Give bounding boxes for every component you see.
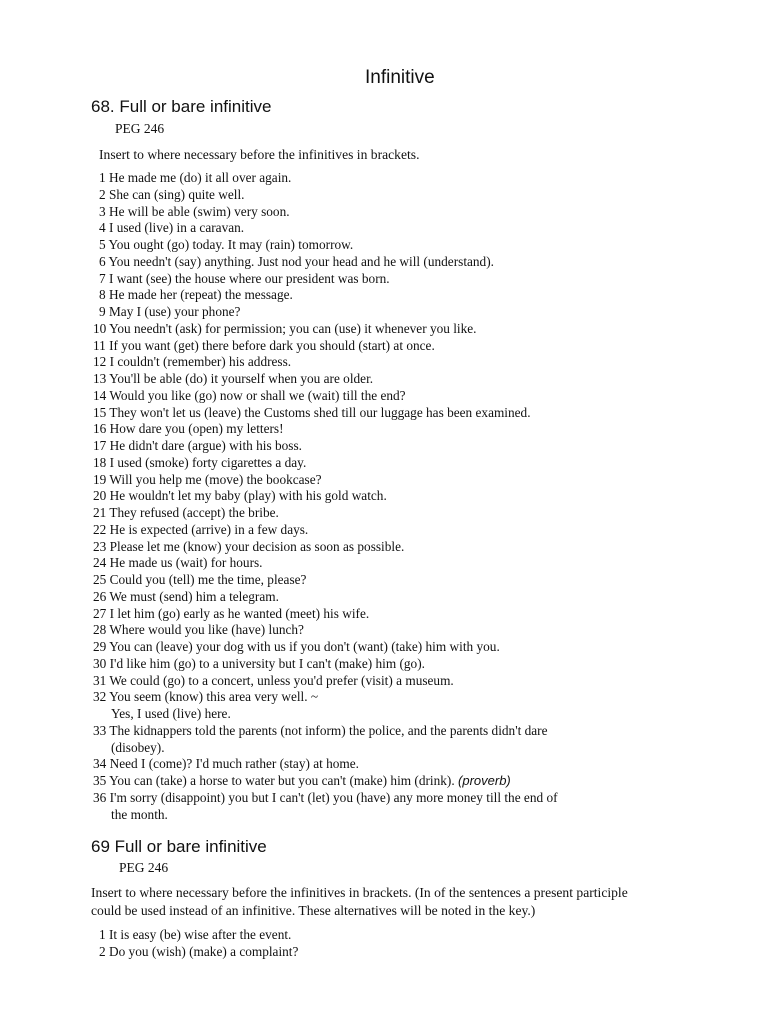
exercise-item: 7 I want (see) the house where our president was born. <box>99 270 390 286</box>
exercise-item: 24 He made us (wait) for hours. <box>93 555 263 571</box>
section-68-exercise-list <box>93 170 558 823</box>
exercise-item: 25 Could you (tell) me the time, please? <box>93 572 307 587</box>
exercise-item: 9 May I (use) your phone? <box>99 304 241 319</box>
exercise-item-text: 35 You can (take) a horse to water but you can't (make) him (drink). <box>93 773 455 788</box>
exercise-item: 22 He is expected (arrive) in a few days. <box>93 521 309 537</box>
exercise-item: 26 We must (send) him a telegram. <box>93 588 279 604</box>
exercise-item: 14 Would you like (go) now or shall we (wait) till the end? <box>93 387 406 403</box>
section-68-reference: PEG 246 <box>115 121 165 136</box>
exercise-item: 2 She can (sing) quite well. <box>99 186 245 202</box>
exercise-item-with-proverb <box>93 773 558 790</box>
exercise-item: 4 I used (live) in a caravan. <box>99 220 245 236</box>
exercise-item: 36 I'm sorry (disappoint) you but I can't (let) you (have) any more money till the end of <box>93 789 558 805</box>
exercise-item: 19 Will you help me (move) the bookcase? <box>93 471 322 487</box>
section-69-exercise-list <box>99 927 298 961</box>
exercise-item: 1 He made me (do) it all over again. <box>99 170 292 185</box>
section-69-heading: 69 Full or bare infinitive <box>91 837 267 856</box>
exercise-item: 27 I let him (go) early as he wanted (meet) his wife. <box>93 605 370 621</box>
exercise-item: 18 I used (smoke) forty cigarettes a day. <box>93 454 307 470</box>
exercise-item: 17 He didn't dare (argue) with his boss. <box>93 438 302 453</box>
proverb-label: (proverb) <box>458 773 511 788</box>
exercise-item: 33 The kidnappers told the parents (not inform) the police, and the parents didn't dare <box>93 722 548 738</box>
exercise-item: 21 They refused (accept) the bribe. <box>93 505 279 520</box>
exercise-item: 32 You seem (know) this area very well. ~ <box>93 689 319 705</box>
section-68-heading: 68. Full or bare infinitive <box>91 97 272 116</box>
exercise-item: 12 I couldn't (remember) his address. <box>93 354 292 370</box>
exercise-item-continuation: (disobey). <box>111 739 165 755</box>
exercise-item: 11 If you want (get) there before dark you should (start) at once. <box>93 337 435 353</box>
section-68-instruction: Insert to where necessary before the infinitives in brackets. <box>99 147 420 162</box>
exercise-item-continuation: the month. <box>111 806 168 822</box>
exercise-item: 20 He wouldn't let my baby (play) with his gold watch. <box>93 488 387 504</box>
exercise-item: 6 You needn't (say) anything. Just nod your head and he will (understand). <box>99 253 494 269</box>
exercise-item: 34 Need I (come)? I'd much rather (stay) at home. <box>93 756 360 772</box>
exercise-item: 1 It is easy (be) wise after the event. <box>99 927 292 942</box>
section-69-reference: PEG 246 <box>119 860 169 875</box>
exercise-item: 31 We could (go) to a concert, unless you'd prefer (visit) a museum. <box>93 672 454 688</box>
exercise-item: 30 I'd like him (go) to a university but I can't (make) him (go). <box>93 655 425 671</box>
exercise-item: 8 He made her (repeat) the message. <box>99 287 293 303</box>
exercise-item: 29 You can (leave) your dog with us if you don't (want) (take) him with you. <box>93 639 500 654</box>
exercise-item-continuation: Yes, I used (live) here. <box>111 706 231 721</box>
exercise-item: 10 You needn't (ask) for permission; you can (use) it whenever you like. <box>93 320 477 336</box>
section-69-instruction-line-1: Insert to where necessary before the infinitives in brackets. (In of the sentences a present participle <box>91 885 628 900</box>
exercise-item: 15 They won't let us (leave) the Customs shed till our luggage has been examined. <box>93 404 531 420</box>
exercise-item: 28 Where would you like (have) lunch? <box>93 622 304 638</box>
exercise-item: 23 Please let me (know) your decision as soon as possible. <box>93 538 405 554</box>
exercise-item: 2 Do you (wish) (make) a complaint? <box>99 943 299 959</box>
exercise-item: 16 How dare you (open) my letters! <box>93 421 284 437</box>
exercise-item: 5 You ought (go) today. It may (rain) tomorrow. <box>99 237 354 252</box>
exercise-item: 3 He will be able (swim) very soon. <box>99 203 290 219</box>
exercise-item: 13 You'll be able (do) it yourself when you are older. <box>93 371 374 386</box>
section-69-instruction-line-2: could be used instead of an infinitive. These alternatives will be noted in the key.) <box>91 903 536 918</box>
page-title: Infinitive <box>365 67 435 88</box>
